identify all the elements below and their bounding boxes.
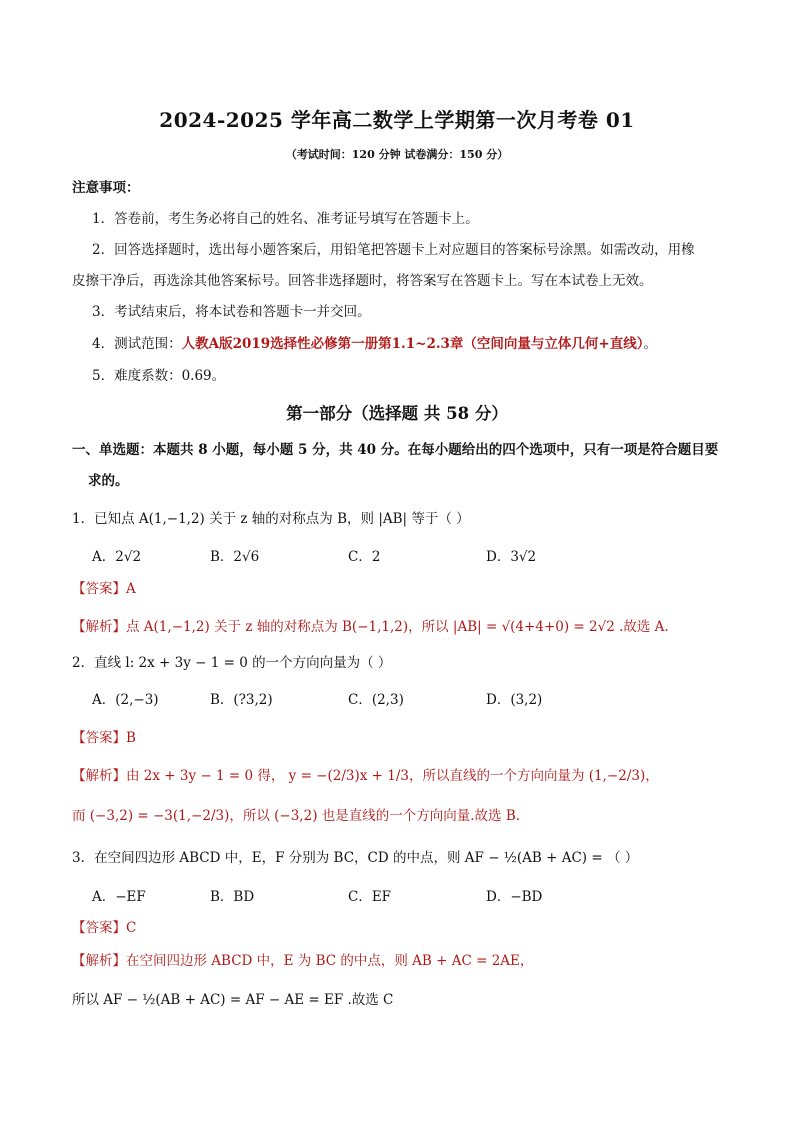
q2-answer-value: B [126, 730, 136, 746]
note-5: 5．难度系数：0.69。 [92, 368, 226, 384]
q3-option-c: C．EF [348, 889, 392, 905]
note-4-suffix: 。 [643, 336, 657, 352]
q1-answer-value: A [126, 581, 136, 597]
q1-answer-tag: 【答案】 [72, 581, 126, 597]
q2-answer [72, 728, 136, 748]
q3-answer [72, 918, 136, 938]
q2-analysis-line-2: 而 (−3,2) = −3(1,−2/3)，所以 (−3,2) 也是直线的一个方向向量.故选 B. [72, 808, 521, 824]
note-4 [92, 334, 657, 354]
note-2-line-1: 2．回答选择题时，选出每小题答案后，用铅笔把答题卡上对应题目的答案标号涂黑。如需改动，用橡 [92, 242, 695, 258]
q1-analysis-text: 点 A(1,−1,2) 关于 z 轴的对称点为 B(−1,1,2)，所以 |AB| = √(4+4+0) = 2√2 .故选 A. [126, 619, 669, 635]
q1-option-a: A．2√2 [92, 549, 142, 565]
q1-analysis [72, 617, 669, 637]
note-1: 1．答卷前，考生务必将自己的姓名、准考证号填写在答题卡上。 [92, 211, 479, 227]
q2-option-a: A．(2,−3) [92, 692, 159, 708]
exam-title: 2024-2025 学年高二数学上学期第一次月考卷 01 [159, 108, 635, 132]
q2-analysis-text-1: 由 2x + 3y − 1 = 0 得， y = −(2/3)x + 1/3，所以直线的一个方向向量为 (1,−2/3)， [126, 768, 659, 784]
q3-stem: 3．在空间四边形 ABCD 中，E，F 分别为 BC，CD 的中点，则 AF − ½(AB + AC) = （ ） [72, 850, 639, 866]
part1-heading: 第一部分（选择题 共 58 分） [286, 404, 508, 423]
q2-option-b: B．(?3,2) [210, 692, 273, 708]
q3-option-d: D．−BD [486, 889, 543, 905]
part1-intro-line-2: 求的。 [88, 473, 129, 489]
q1-option-d: D．3√2 [486, 549, 537, 565]
q1-answer [72, 579, 136, 599]
q3-analysis-tag: 【解析】 [72, 953, 126, 969]
note-4-prefix: 4．测试范围： [92, 336, 182, 352]
q2-option-c: C．(2,3) [348, 692, 404, 708]
part1-intro-line-1: 一、单选题：本题共 8 小题，每小题 5 分，共 40 分。在每小题给出的四个选项中，只有一项是符合题目要 [72, 442, 719, 458]
notes-heading: 注意事项： [72, 180, 140, 196]
note-4-range: 人教A版2019选择性必修第一册第1.1~2.3章（空间向量与立体几何+直线） [181, 336, 644, 352]
q2-analysis-tag: 【解析】 [72, 768, 126, 784]
q3-answer-tag: 【答案】 [72, 920, 126, 936]
q3-analysis-text-1: 在空间四边形 ABCD 中，E 为 BC 的中点，则 AB + AC = 2AE， [126, 953, 534, 969]
q2-option-d: D．(3,2) [486, 692, 543, 708]
q3-option-b: B．BD [210, 889, 255, 905]
q2-answer-tag: 【答案】 [72, 730, 126, 746]
exam-subtitle: （考试时间：120 分钟 试卷满分：150 分） [285, 148, 509, 161]
note-3: 3．考试结束后，将本试卷和答题卡一并交回。 [92, 304, 371, 320]
q1-stem: 1．已知点 A(1,−1,2) 关于 z 轴的对称点为 B，则 |AB| 等于（ ） [72, 511, 470, 527]
note-2-line-2: 皮擦干净后，再选涂其他答案标号。回答非选择题时，将答案写在答题卡上。写在本试卷上无效。 [72, 273, 653, 289]
q1-option-b: B．2√6 [210, 549, 260, 565]
q2-analysis-line-1 [72, 766, 659, 786]
q1-analysis-tag: 【解析】 [72, 619, 126, 635]
q2-stem: 2．直线 l: 2x + 3y − 1 = 0 的一个方向向量为（ ） [72, 655, 392, 671]
q1-option-c: C．2 [348, 549, 381, 565]
q3-answer-value: C [126, 920, 137, 936]
q3-analysis-line-2: 所以 AF − ½(AB + AC) = AF − AE = EF .故选 C [72, 992, 394, 1008]
q3-analysis-line-1 [72, 951, 533, 971]
q3-option-a: A．−EF [92, 889, 146, 905]
